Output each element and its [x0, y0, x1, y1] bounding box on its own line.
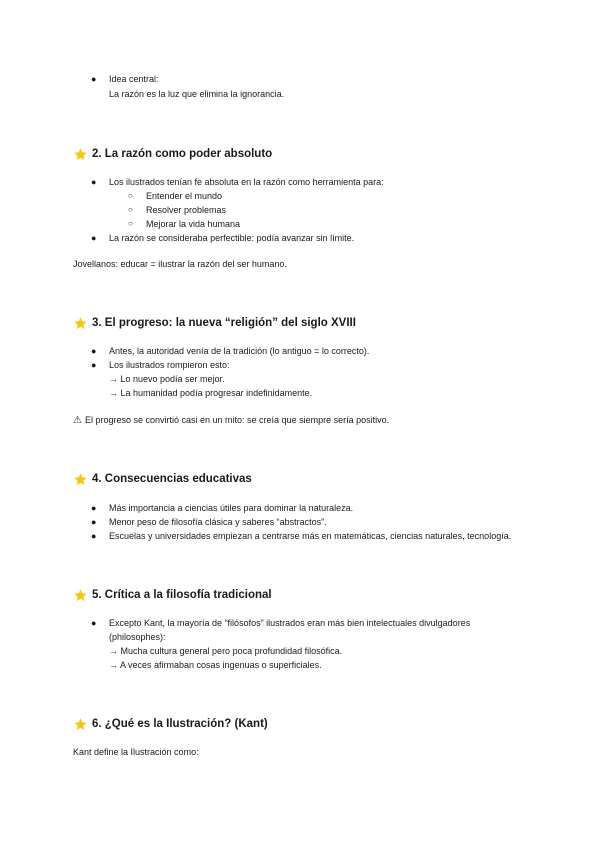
section-3-arrow-2: → La humanidad podía progresar indefinidamente.	[109, 388, 313, 398]
section-2-bullet-1: Los ilustrados tenían fe absoluta en la razón como herramienta para:	[109, 177, 384, 187]
bullet-dot: ●	[91, 503, 97, 513]
section-3-title: 3. El progreso: la nueva “religión” del siglo XVIII	[92, 317, 356, 329]
star-icon	[73, 717, 88, 732]
sub-bullet-circle: ○	[128, 219, 133, 228]
section-2-heading	[73, 146, 272, 162]
star-icon	[73, 316, 88, 331]
section-3-heading	[73, 315, 356, 331]
bullet-dot: ●	[91, 346, 97, 356]
section-3-warning	[73, 414, 389, 427]
star-icon	[73, 147, 88, 162]
bullet-dot: ●	[91, 531, 97, 541]
section-3-arrow-1: → Lo nuevo podía ser mejor.	[109, 374, 225, 384]
section-2-bullet-2: La razón se consideraba perfectible: podía avanzar sin límite.	[109, 233, 355, 243]
section-3-bullet-2: Los ilustrados rompieron esto:	[109, 360, 230, 370]
idea-central-text: La razón es la luz que elimina la ignorancia.	[109, 89, 285, 99]
bullet-dot: ●	[91, 177, 97, 187]
section-4-heading	[73, 471, 252, 487]
star-icon	[73, 472, 88, 487]
section-2-sub-1: Entender el mundo	[146, 191, 223, 201]
section-5-bullet-1-line-2: (philosophes):	[109, 632, 166, 642]
sub-bullet-circle: ○	[128, 191, 133, 200]
section-2-sub-3: Mejorar la vida humana	[146, 219, 241, 229]
star-icon	[73, 588, 88, 603]
section-3-bullet-1: Antes, la autoridad venía de la tradición (lo antiguo = lo correcto).	[109, 346, 370, 356]
section-2-title: 2. La razón como poder absoluto	[92, 148, 273, 160]
section-4-bullet-2: Menor peso de filosofía clásica y saberes “abstractos”.	[109, 517, 327, 527]
bullet-dot: ●	[91, 233, 97, 243]
section-2-sub-2: Resolver problemas	[146, 205, 227, 215]
section-4-bullet-3: Escuelas y universidades empiezan a centrarse más en matemáticas, ciencias naturales, tecnología.	[109, 531, 512, 541]
section-5-arrow-1: → Mucha cultura general pero poca profundidad filosófica.	[109, 646, 343, 656]
section-4-bullet-1: Más importancia a ciencias útiles para dominar la naturaleza.	[109, 503, 354, 513]
section-5-arrow-2: → A veces afirmaban cosas ingenuas o superficiales.	[109, 660, 322, 670]
section-4-title: 4. Consecuencias educativas	[92, 473, 252, 485]
bullet-dot: ●	[91, 618, 97, 628]
sub-bullet-circle: ○	[128, 205, 133, 214]
section-5-heading	[73, 587, 272, 603]
section-6-text: Kant define la Ilustración como:	[73, 747, 199, 757]
section-6-title: 6. ¿Qué es la Ilustración? (Kant)	[92, 718, 268, 730]
bullet-dot: ●	[91, 517, 97, 527]
section-2-note: Jovellanos: educar = ilustrar la razón del ser humano.	[73, 259, 287, 269]
warning-icon: ⚠	[73, 415, 82, 426]
section-3-warning-text: El progreso se convirtió casi en un mito: se creía que siempre sería positivo.	[84, 415, 390, 425]
section-5-title: 5. Crítica a la filosofía tradicional	[92, 589, 272, 601]
section-5-bullet-1-line-1: Excepto Kant, la mayoría de “filósofos” ilustrados eran más bien intelectuales divulgadores	[109, 618, 471, 628]
bullet-dot: ●	[91, 360, 97, 370]
section-6-heading	[73, 716, 268, 732]
idea-central-label: Idea central:	[109, 74, 159, 84]
bullet-dot: ●	[91, 74, 97, 84]
